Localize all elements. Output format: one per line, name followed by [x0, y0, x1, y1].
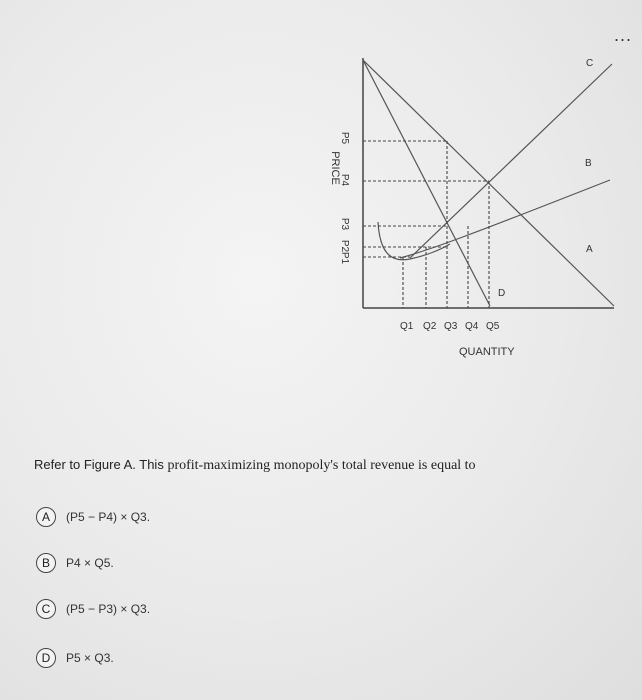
price-label-p3: P3 [339, 217, 350, 231]
option-b-radio[interactable]: B [36, 553, 56, 573]
curve-label-d: D [498, 288, 506, 299]
quantity-axis-label: QUANTITY [459, 346, 515, 358]
more-options-icon[interactable]: ... [614, 25, 633, 45]
price-label-p4: P4 [339, 173, 350, 187]
price-label-p1: P1 [339, 251, 350, 265]
option-a-radio[interactable]: A [36, 507, 56, 527]
question-suffix: profit-maximizing monopoly's total revenue is equal to [167, 458, 476, 473]
question-prefix: Refer to Figure A. This [34, 457, 168, 472]
curve-label-a: A [586, 244, 593, 255]
option-d[interactable] [36, 648, 114, 668]
curve-label-b: B [585, 158, 592, 169]
option-c[interactable] [36, 599, 150, 619]
option-c-radio[interactable]: C [36, 599, 56, 619]
option-b[interactable] [36, 553, 114, 573]
price-label-p5: P5 [339, 131, 350, 145]
quantity-label-q4: Q4 [465, 321, 479, 332]
quantity-label-q5: Q5 [486, 321, 500, 332]
quantity-label-q2: Q2 [423, 321, 437, 332]
price-axis-label: PRICE [329, 151, 341, 185]
curve-c [410, 64, 612, 258]
quantity-label-q3: Q3 [444, 321, 458, 332]
option-c-text: (P5 − P3) × Q3. [66, 602, 151, 616]
option-b-text: P4 × Q5. [66, 556, 114, 570]
price-label-p2: P2 [339, 239, 350, 253]
quantity-label-q1: Q1 [400, 321, 414, 332]
option-d-text: P5 × Q3. [66, 651, 114, 665]
question-text [34, 457, 476, 474]
curve-label-c: C [586, 58, 594, 69]
option-a-text: (P5 − P4) × Q3. [66, 510, 151, 524]
option-d-radio[interactable]: D [36, 648, 56, 668]
option-a[interactable] [36, 507, 150, 527]
